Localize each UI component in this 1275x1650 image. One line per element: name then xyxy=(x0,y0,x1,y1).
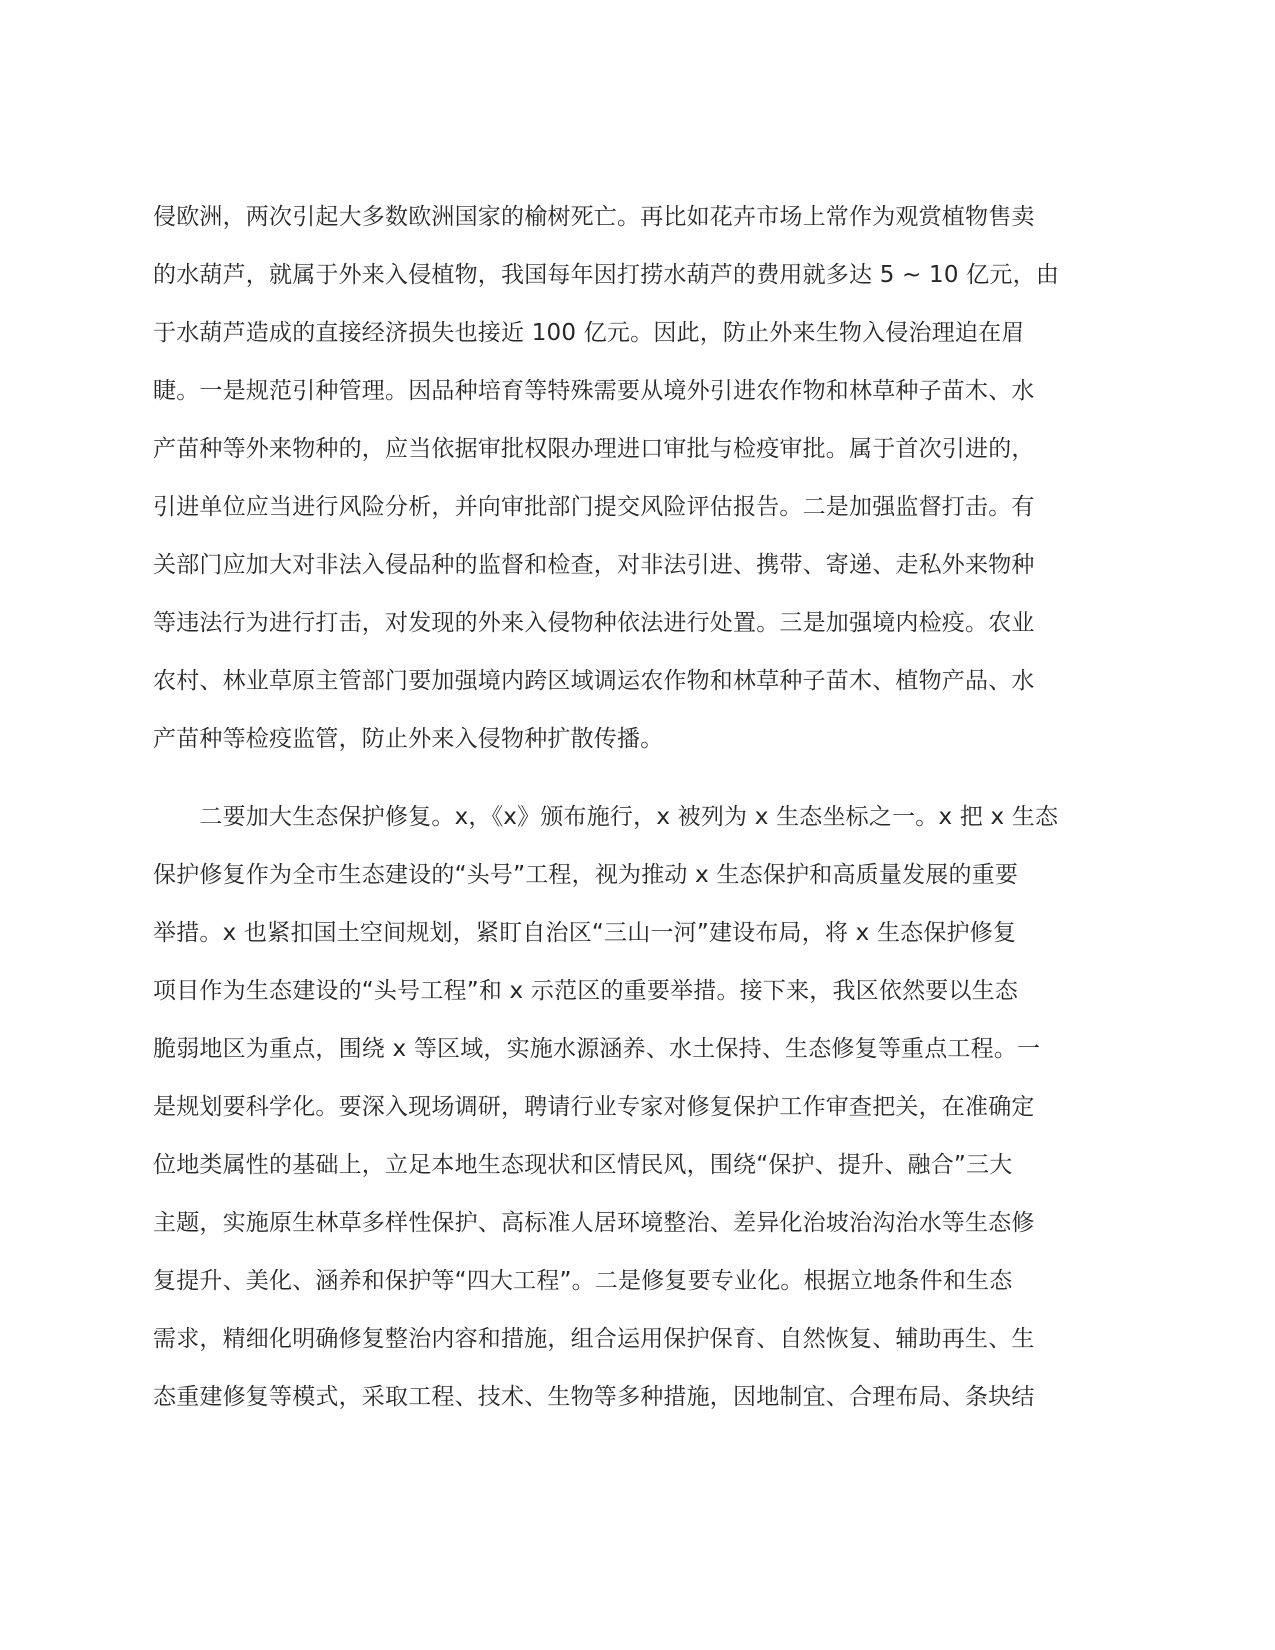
text-line: 复提升、美化、涵养和保护等“四大工程”。二是修复要专业化。根据立地条件和生态 xyxy=(153,1268,1013,1294)
text-line: 位地类属性的基础上，立足本地生态现状和区情民风，围绕“保护、提升、融合”三大 xyxy=(153,1152,1013,1178)
paragraph-spacer xyxy=(153,768,1103,788)
document-body xyxy=(153,188,1103,1426)
text-line: 的水葫芦，就属于外来入侵植物，我国每年因打捞水葫芦的费用就多达 5 ~ 10 亿元，由 xyxy=(153,262,1060,288)
paragraph-ecological-restoration xyxy=(153,788,1103,1426)
text-line: 等违法行为进行打击，对发现的外来入侵物种依法进行处置。三是加强境内检疫。农业 xyxy=(153,610,1035,636)
text-line: 保护修复作为全市生态建设的“头号”工程，视为推动 x 生态保护和高质量发展的重要 xyxy=(153,862,1019,888)
text-line: 主题，实施原生林草多样性保护、高标准人居环境整治、差异化治坡治沟治水等生态修 xyxy=(153,1210,1035,1236)
text-line: 侵欧洲，两次引起大多数欧洲国家的榆树死亡。再比如花卉市场上常作为观赏植物售卖 xyxy=(153,204,1035,230)
text-line: 睫。一是规范引种管理。因品种培育等特殊需要从境外引进农作物和林草种子苗木、水 xyxy=(153,378,1035,404)
text-line: 关部门应加大对非法入侵品种的监督和检查，对非法引进、携带、寄递、走私外来物种 xyxy=(153,552,1035,578)
text-line: 需求，精细化明确修复整治内容和措施，组合运用保护保育、自然恢复、辅助再生、生 xyxy=(153,1326,1035,1352)
text-line: 产苗种等外来物种的，应当依据审批权限办理进口审批与检疫审批。属于首次引进的， xyxy=(153,436,1035,462)
text-line: 态重建修复等模式，采取工程、技术、生物等多种措施，因地制宜、合理布局、条块结 xyxy=(153,1384,1035,1410)
text-line: 是规划要科学化。要深入现场调研，聘请行业专家对修复保护工作审查把关，在准确定 xyxy=(153,1094,1035,1120)
text-line: 农村、林业草原主管部门要加强境内跨区域调运农作物和林草种子苗木、植物产品、水 xyxy=(153,668,1035,694)
text-line: 二要加大生态保护修复。x，《x》颁布施行，x 被列为 x 生态坐标之一。x 把 x 生态 xyxy=(153,804,1059,830)
text-line: 引进单位应当进行风险分析，并向审批部门提交风险评估报告。二是加强监督打击。有 xyxy=(153,494,1035,520)
paragraph-invasive-species xyxy=(153,188,1103,768)
text-line: 产苗种等检疫监管，防止外来入侵物种扩散传播。 xyxy=(153,726,664,752)
text-line: 于水葫芦造成的直接经济损失也接近 100 亿元。因此，防止外来生物入侵治理迫在眉 xyxy=(153,320,1025,346)
text-line: 脆弱地区为重点，围绕 x 等区域，实施水源涵养、水土保持、生态修复等重点工程。一 xyxy=(153,1036,1041,1062)
text-line: 举措。x 也紧扣国土空间规划，紧盯自治区“三山一河”建设布局，将 x 生态保护修复 xyxy=(153,920,1017,946)
text-line: 项目作为生态建设的“头号工程”和 x 示范区的重要举措。接下来，我区依然要以生态 xyxy=(153,978,1019,1004)
